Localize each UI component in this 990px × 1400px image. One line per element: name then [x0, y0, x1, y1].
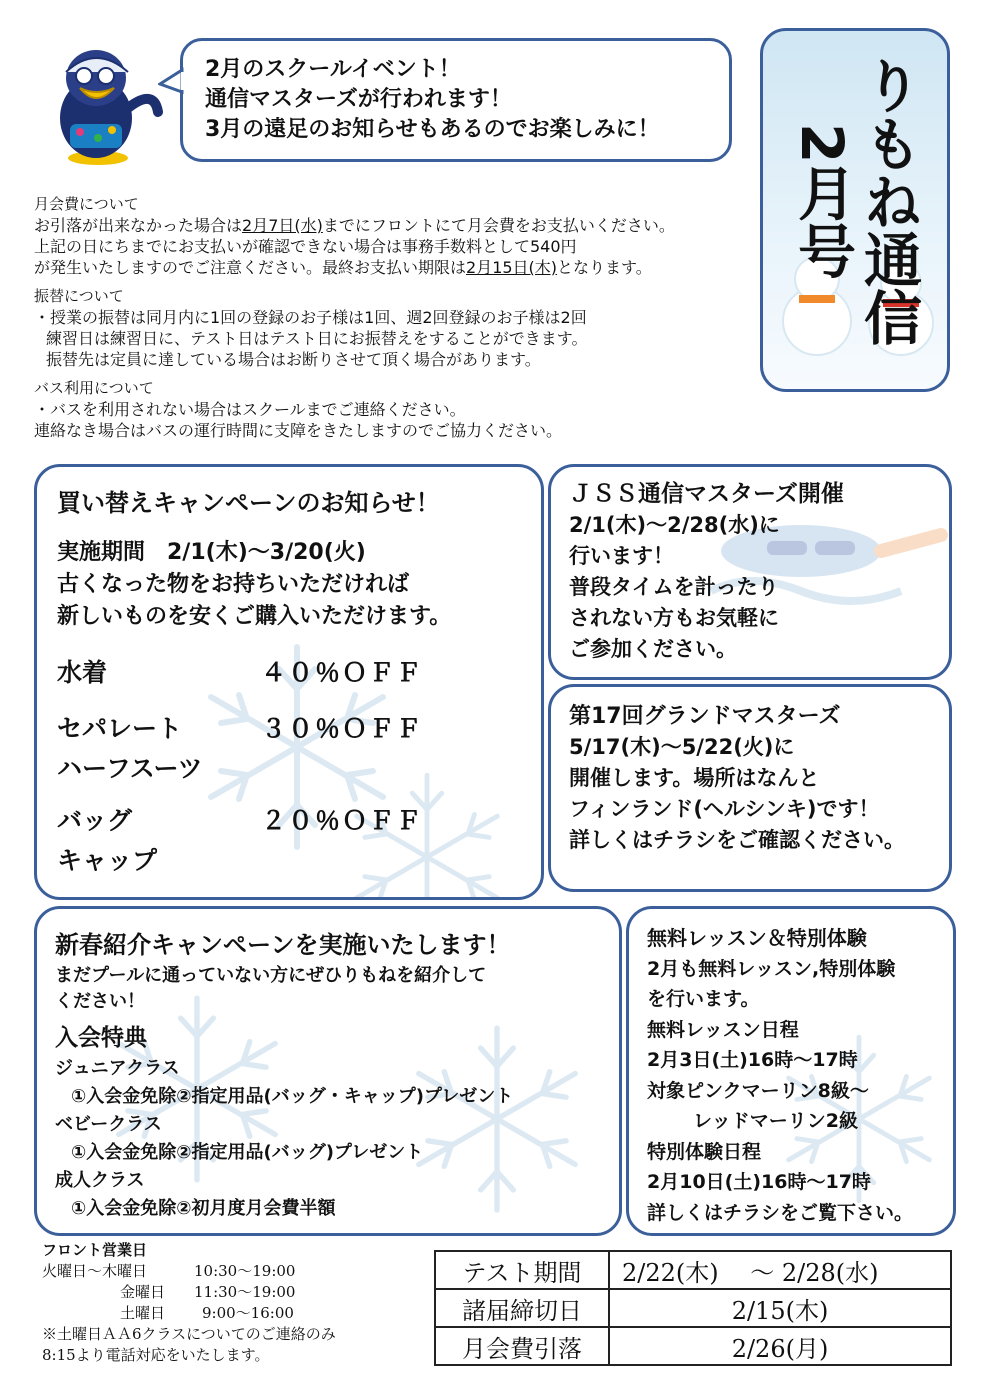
free-line-3: を行います。 — [647, 988, 760, 1010]
front-day: 金曜日 — [120, 1283, 166, 1301]
grand-line-2: 5/17(木)～5/22(火)に — [569, 735, 795, 759]
fee-text: までにフロントにて月会費をお支払いください。 — [322, 216, 675, 235]
grand-line-4: フィンランド(ヘルシンキ)です！ — [569, 797, 880, 821]
fee-heading: 月会費について — [34, 195, 139, 213]
discount-row — [57, 801, 527, 841]
transfer-heading: 振替について — [34, 287, 124, 305]
bus-line-2: 連絡なき場合はバスの運行時間に支障をきたしますのでご協力ください。 — [34, 421, 563, 440]
fee-line-3 — [34, 257, 754, 278]
discount-item-name: セパレート — [57, 714, 183, 743]
fee-line-2: 上記の日にちまでにお支払いが確認できない場合は事務手数料として540円 — [34, 237, 577, 256]
campaign-box — [34, 464, 544, 900]
discount-row — [57, 841, 527, 881]
discount-value: ２０％ＯＦＦ — [261, 806, 424, 835]
schedule-value: 2/22(木) ～ 2/28(水) — [609, 1251, 951, 1289]
masters-line-3: 行います！ — [569, 544, 674, 568]
transfer-line-3: 振替先は定員に達している場合はお断りさせて頂く場合があります。 — [46, 350, 541, 369]
penguin-mascot-icon — [36, 38, 176, 168]
front-row — [42, 1282, 432, 1303]
class-benefit: ①入会金免除②指定用品(バッグ)プレゼント — [71, 1142, 424, 1163]
discount-row — [57, 653, 527, 709]
referral-intro-1: まだプールに通っていない方にぜひりもねを紹介して — [55, 965, 487, 986]
free-lesson-box — [626, 906, 956, 1236]
transfer-line-2: 練習日は練習日に、テスト日はテスト日にお振替えをすることができます。 — [46, 329, 588, 348]
fee-text: が発生いたしますのでご注意ください。最終お支払い期限は — [34, 258, 467, 277]
fee-date-2: 2月15日(木) — [466, 258, 558, 277]
masters-line-4: 普段タイムを計ったり — [569, 575, 779, 599]
benefit-heading: 入会特典 — [55, 1025, 147, 1051]
front-row — [42, 1261, 432, 1282]
speech-bubble — [180, 38, 732, 162]
schedule-label: 月会費引落 — [435, 1327, 609, 1365]
bus-line-1: ・バスを利用されない場合はスクールまでご連絡ください。 — [34, 400, 466, 419]
class-name: ベビークラス — [55, 1114, 162, 1135]
front-note-2: 8:15より電話対応をいたします。 — [42, 1346, 270, 1364]
bubble-line-3: 3月の遠足のお知らせもあるのでお楽しみに！ — [205, 117, 660, 142]
referral-title: 新春紹介キャンペーンを実施いたします！ — [55, 931, 511, 959]
bubble-line-1: 2月のスクールイベント！ — [205, 57, 461, 82]
free-line-6: 対象ピンクマーリン8級～ — [647, 1079, 869, 1102]
schedule-table — [434, 1250, 952, 1366]
free-line-2: 2月も無料レッスン,特別体験 — [647, 957, 896, 980]
schedule-row — [435, 1327, 951, 1365]
campaign-desc-2: 新しいものを安くご購入いただけます。 — [57, 604, 452, 629]
front-day: 火曜日～木曜日 — [42, 1262, 148, 1280]
schedule-label: 諸届締切日 — [435, 1289, 609, 1327]
schedule-value: 2/15(木) — [609, 1289, 951, 1327]
grand-line-3: 開催します。場所はなんと — [569, 766, 820, 790]
free-line-8: 特別体験日程 — [647, 1140, 762, 1163]
grand-line-5: 詳しくはチラシをご確認ください。 — [569, 828, 905, 852]
schedule-value: 2/26(月) — [609, 1327, 951, 1365]
schedule-row — [435, 1289, 951, 1327]
class-benefit: ①入会金免除②指定用品(バッグ・キャップ)プレゼント — [71, 1086, 514, 1107]
class-name: ジュニアクラス — [55, 1058, 180, 1079]
class-benefit: ①入会金免除②初月度月会費半額 — [71, 1198, 336, 1219]
front-time: 11:30～19:00 — [194, 1283, 296, 1301]
discount-row — [57, 709, 527, 749]
free-line-10: 詳しくはチラシをご覧下さい。 — [647, 1201, 914, 1224]
free-line-4: 無料レッスン日程 — [647, 1018, 799, 1041]
free-line-7: レッドマーリン2級 — [693, 1110, 859, 1132]
class-name: 成人クラス — [55, 1170, 145, 1191]
masters-line-1: ＪＳＳ通信マスターズ開催 — [569, 481, 844, 507]
front-row — [42, 1303, 432, 1324]
masters-box — [548, 464, 952, 680]
discount-value: ３０％ＯＦＦ — [261, 714, 424, 743]
discount-value: ４０％ＯＦＦ — [261, 658, 424, 687]
masters-line-6: ご参加ください。 — [569, 637, 737, 661]
referral-box — [34, 906, 622, 1236]
schedule-row — [435, 1251, 951, 1289]
campaign-title: 買い替えキャンペーンのお知らせ！ — [57, 489, 440, 517]
front-hours — [42, 1240, 432, 1366]
front-day: 土曜日 — [120, 1304, 166, 1322]
schedule-label: テスト期間 — [435, 1251, 609, 1289]
issue-title-line-1: りもね通信 — [854, 56, 922, 346]
front-heading: フロント営業日 — [42, 1241, 148, 1259]
issue-title-line-2: 2月号 — [788, 122, 856, 280]
campaign-desc-1: 古くなった物をお持ちいただければ — [57, 572, 410, 597]
free-line-9: 2月10日(土)16時～17時 — [647, 1171, 871, 1193]
notices-section — [34, 194, 754, 441]
discount-item-name: 水着 — [57, 658, 108, 687]
fee-date-1: 2月7日(水) — [242, 216, 323, 235]
fee-text: お引落が出来なかった場合は — [34, 216, 243, 235]
masters-line-5: されない方もお気軽に — [569, 606, 779, 630]
front-note-1: ※土曜日ＡＡ6クラスについてのご連絡のみ — [42, 1325, 336, 1343]
referral-intro-2: ください！ — [55, 991, 145, 1012]
issue-title-panel — [760, 28, 950, 392]
free-line-5: 2月3日(土)16時～17時 — [647, 1049, 858, 1071]
grand-masters-box — [548, 684, 952, 892]
front-time: 9:00～16:00 — [202, 1304, 294, 1322]
grand-line-1: 第17回グランドマスターズ — [569, 704, 841, 729]
free-line-1: 無料レッスン＆特別体験 — [647, 926, 867, 950]
discount-item-name: ハーフスーツ — [57, 754, 203, 783]
fee-text: となります。 — [557, 258, 652, 277]
bus-heading: バス利用について — [34, 379, 154, 397]
transfer-line-1: ・授業の振替は同月内に1回の登録のお子様は1回、週2回登録のお子様は2回 — [34, 308, 587, 327]
fee-line-1 — [34, 215, 754, 236]
discount-row — [57, 749, 527, 801]
discount-item-name: バッグ — [57, 806, 133, 835]
masters-line-2: 2/1(木)～2/28(水)に — [569, 513, 780, 537]
discount-item-name: キャップ — [57, 846, 158, 875]
campaign-period: 実施期間 2/1(木)～3/20(火) — [57, 540, 366, 565]
bubble-tail-icon — [158, 66, 188, 96]
front-time: 10:30～19:00 — [194, 1262, 296, 1280]
bubble-line-2: 通信マスターズが行われます！ — [205, 87, 512, 112]
